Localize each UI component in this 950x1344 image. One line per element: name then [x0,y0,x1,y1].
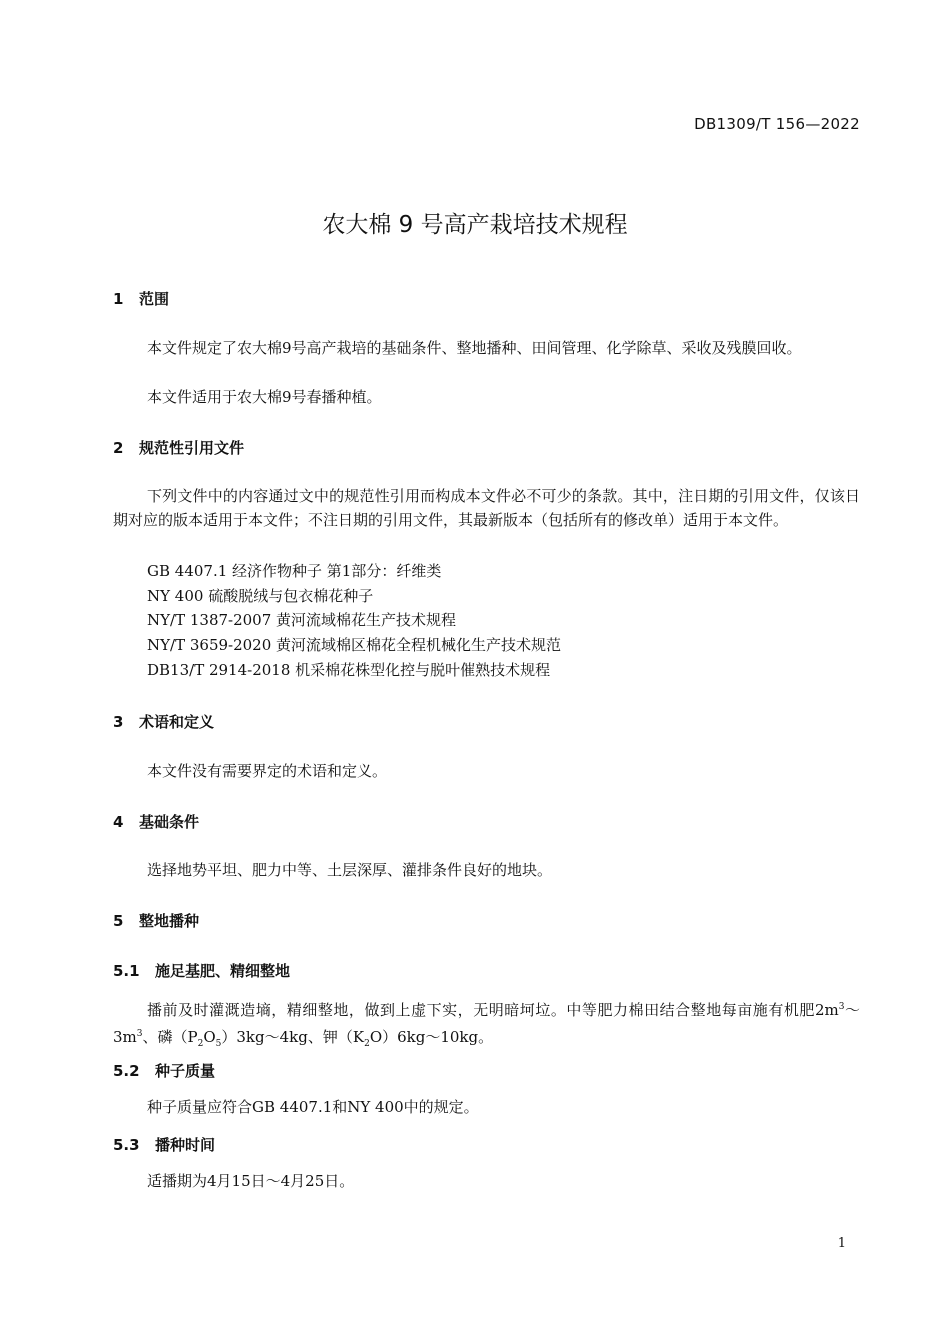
text-run: O [203,1028,216,1046]
document-code: DB1309/T 156—2022 [694,115,860,133]
subscript: 5 [215,1039,222,1049]
section-3-heading [113,711,214,732]
section-title: 规范性引用文件 [139,439,245,457]
section-number: 5 [113,912,124,930]
text-run: 、磷（P [142,1028,198,1046]
subscript: 2 [197,1039,204,1049]
section-5-2-paragraph-1: 种子质量应符合GB 4407.1和NY 400中的规定。 [147,1098,479,1116]
text-run: ～3m [113,1001,860,1046]
reference-item: NY/T 1387-2007 黄河流域棉花生产技术规程 [147,611,457,629]
section-1-heading [113,288,169,309]
section-1-paragraph-2: 本文件适用于农大棉9号春播种植。 [147,388,382,406]
section-5-3-paragraph-1: 适播期为4月15日～4月25日。 [147,1172,355,1190]
section-2-paragraph-1: 下列文件中的内容通过文中的规范性引用而构成本文件必不可少的条款。其中，注日期的引用文件，仅该日期对应的版本适用于本文件；不注日期的引用文件，其最新版本（包括所有的修改单）适用于本文件。 [113,487,860,529]
section-5-1-heading [113,960,290,981]
reference-item: NY/T 3659-2020 黄河流域棉区棉花全程机械化生产技术规范 [147,636,562,654]
section-number: 1 [113,290,124,308]
section-2-heading [113,437,244,458]
section-number: 3 [113,713,124,731]
section-title: 范围 [139,290,170,308]
subsection-number: 5.3 [113,1136,140,1154]
section-title: 整地播种 [139,912,200,930]
reference-item: DB13/T 2914-2018 机采棉花株型化控与脱叶催熟技术规程 [147,661,551,679]
section-number: 2 [113,439,124,457]
reference-item: GB 4407.1 经济作物种子 第1部分：纤维类 [147,562,442,580]
subsection-number: 5.1 [113,962,140,980]
section-number: 4 [113,813,124,831]
subsection-title: 施足基肥、精细整地 [155,962,291,980]
reference-item: NY 400 硫酸脱绒与包衣棉花种子 [147,587,374,605]
subscript: 2 [364,1039,370,1049]
section-4-paragraph-1: 选择地势平坦、肥力中等、土层深厚、灌排条件良好的地块。 [147,861,553,879]
subsection-title: 播种时间 [155,1136,216,1154]
subsection-number: 5.2 [113,1062,140,1080]
section-4-heading [113,811,199,832]
section-title: 术语和定义 [139,713,215,731]
section-5-2-heading [113,1060,215,1081]
superscript: 3 [136,1029,143,1039]
section-5-1-paragraph-1 [113,995,860,1056]
text-run: O）6kg～10kg。 [369,1028,494,1046]
subsection-title: 种子质量 [155,1062,216,1080]
section-5-heading [113,910,199,931]
page-number: 1 [837,1236,846,1251]
section-title: 基础条件 [139,813,200,831]
section-3-paragraph-1: 本文件没有需要界定的术语和定义。 [147,762,388,780]
section-1-paragraph-1: 本文件规定了农大棉9号高产栽培的基础条件、整地播种、田间管理、化学除草、采收及残膜回收。 [147,339,802,357]
section-5-3-heading [113,1134,215,1155]
superscript: 3 [838,1002,845,1012]
document-title: 农大棉 9 号高产栽培技术规程 [322,212,628,238]
text-run: ）3kg～4kg、钾（K [221,1028,365,1046]
text-run: 播前及时灌溉造墒，精细整地，做到上虚下实，无明暗坷垃。中等肥力棉田结合整地每亩施有机肥2m [147,1001,839,1019]
